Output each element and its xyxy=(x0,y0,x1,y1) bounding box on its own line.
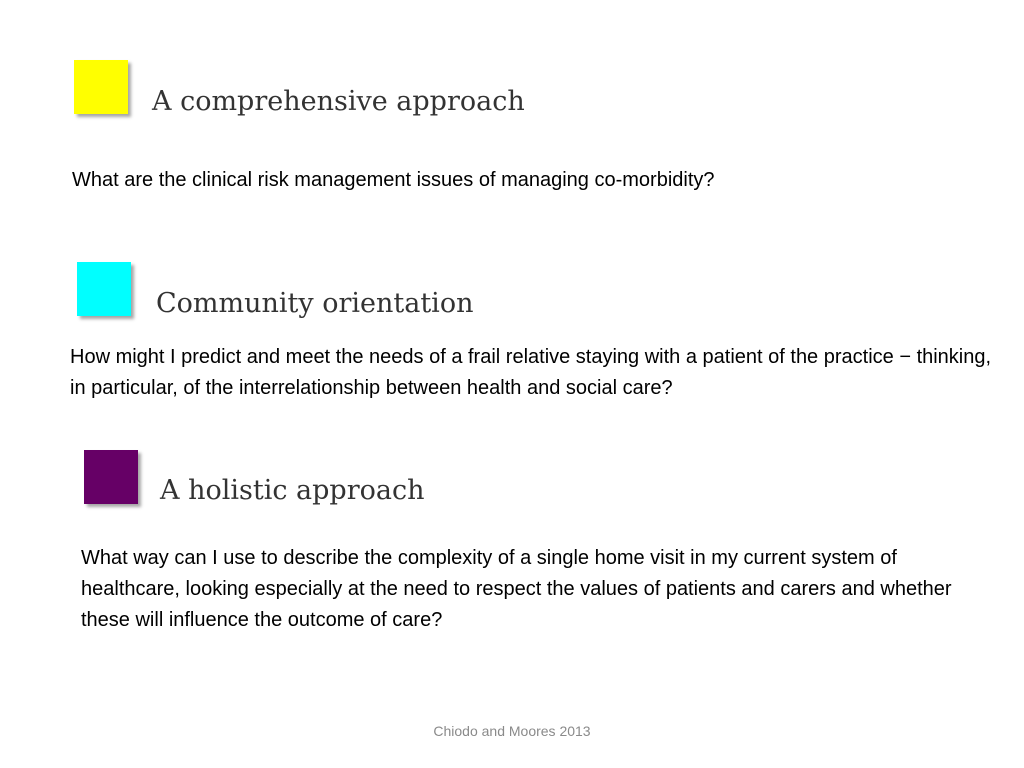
section-heading-holistic: A holistic approach xyxy=(160,475,425,506)
purple-square-marker xyxy=(84,450,138,504)
question-community: How might I predict and meet the needs of a frail relative staying with a patient of the practice − thinking, in particular, of the interrelationship between health and social care? xyxy=(70,346,992,399)
question-holistic: What way can I use to describe the complexity of a single home visit in my current system of healthcare, looking especially at the need to respect the values of patients and carers and whether these will influence the outcome of care? xyxy=(81,547,952,631)
footer-citation: Chiodo and Moores 2013 xyxy=(433,723,591,739)
cyan-square-marker xyxy=(77,262,131,316)
yellow-square-marker xyxy=(74,60,128,114)
question-comprehensive: What are the clinical risk management issues of managing co-morbidity? xyxy=(72,169,715,191)
section-heading-comprehensive: A comprehensive approach xyxy=(152,86,525,117)
section-heading-community: Community orientation xyxy=(156,288,474,319)
